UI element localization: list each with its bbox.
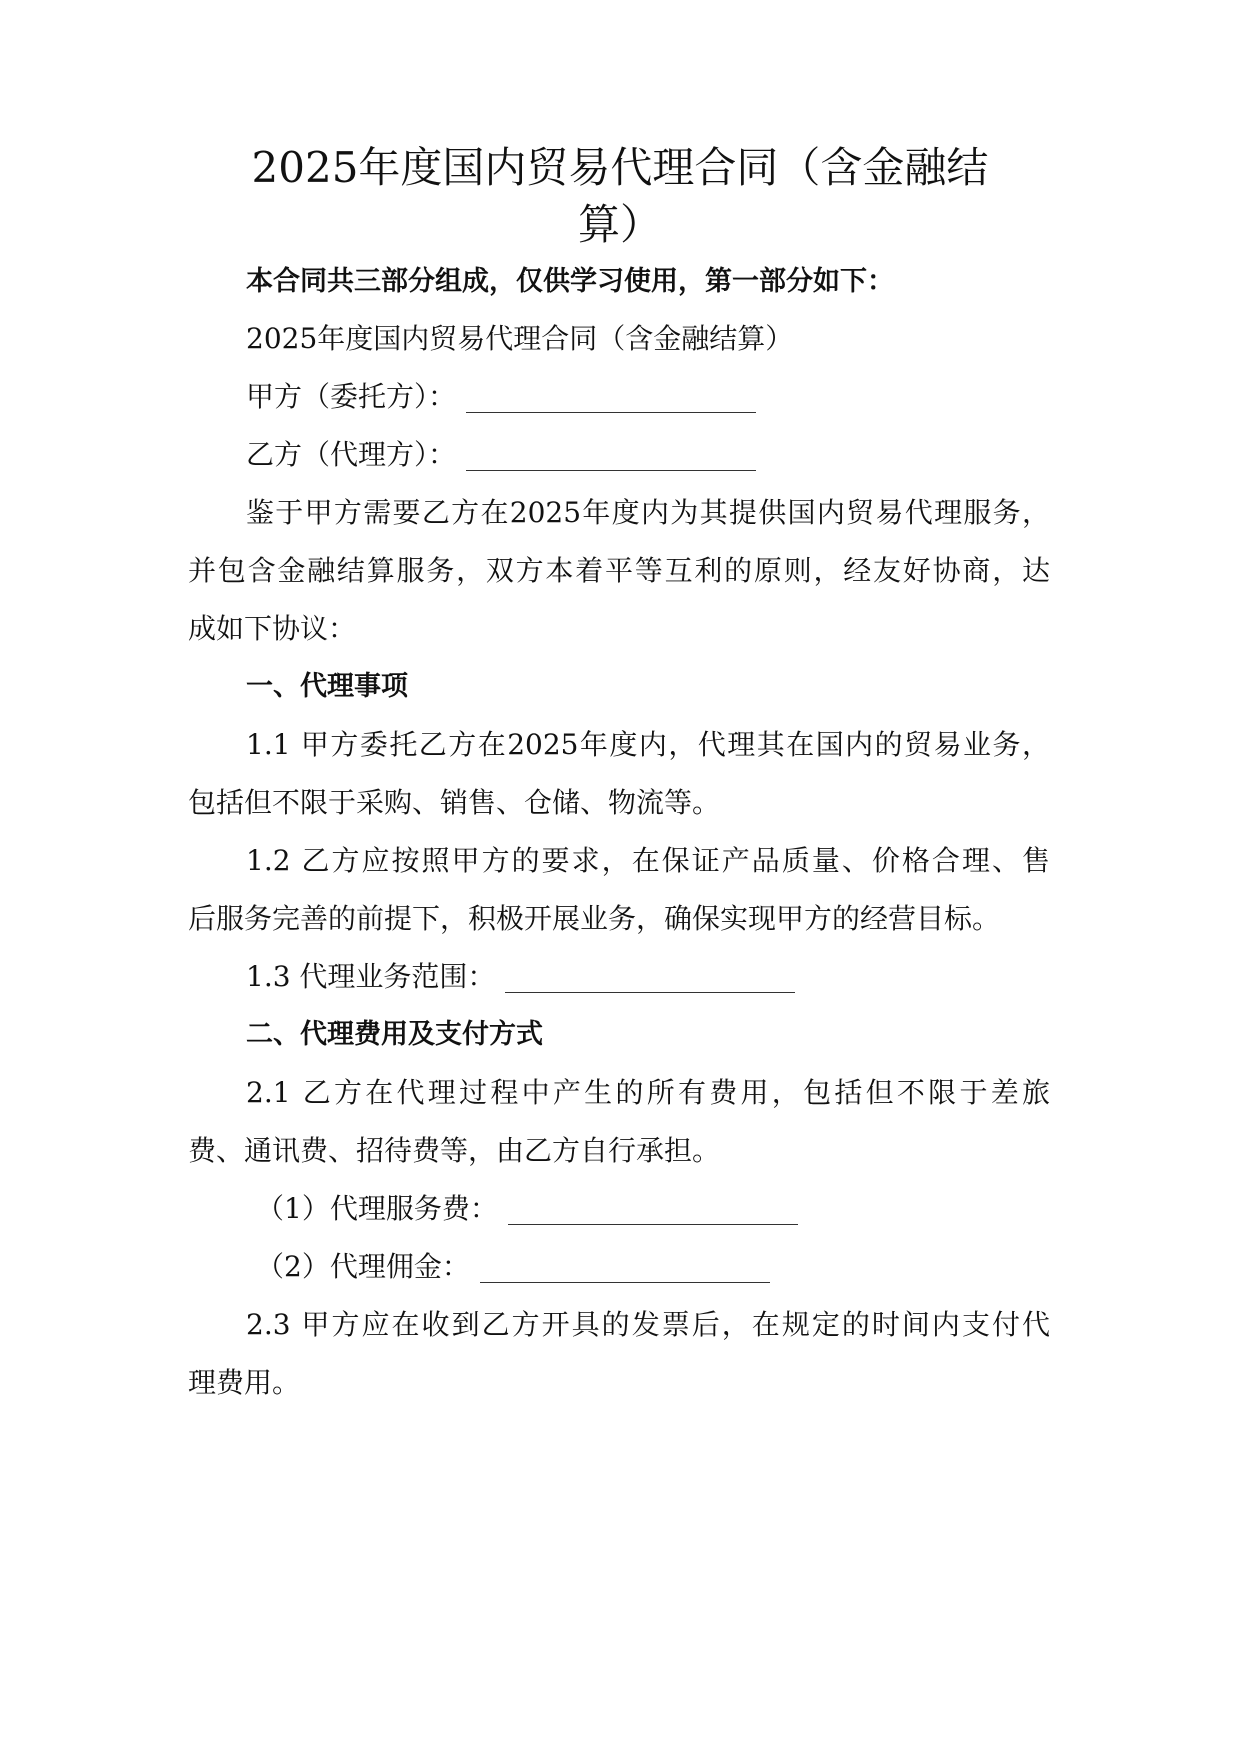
business-scope-blank xyxy=(505,966,795,993)
clause-1-3-line xyxy=(246,961,795,993)
commission-blank xyxy=(480,1256,770,1283)
fee-item-2-label: （2）代理佣金： xyxy=(256,1250,470,1283)
section-2-heading: 二、代理费用及支付方式 xyxy=(246,1019,543,1050)
section-1-heading: 一、代理事项 xyxy=(246,671,408,702)
document-title-line-2: 算） xyxy=(577,200,662,249)
service-fee-blank xyxy=(508,1198,798,1225)
intro-statement: 本合同共三部分组成，仅供学习使用，第一部分如下： xyxy=(246,266,894,297)
fee-item-2-line xyxy=(256,1251,770,1283)
clause-1-1-line-1: 1.1 甲方委托乙方在2025年度内，代理其在国内的贸易业务， xyxy=(246,728,1050,761)
clause-2-1-line-1: 2.1 乙方在代理过程中产生的所有费用，包括但不限于差旅 xyxy=(246,1076,1050,1109)
fee-item-1-label: （1）代理服务费： xyxy=(256,1192,498,1225)
party-b-line xyxy=(246,439,756,471)
clause-1-3-label: 1.3 代理业务范围： xyxy=(246,960,496,993)
clause-1-1-line-2: 包括但不限于采购、销售、仓储、物流等。 xyxy=(188,786,721,819)
clause-1-2-line-2: 后服务完善的前提下，积极开展业务，确保实现甲方的经营目标。 xyxy=(188,902,1001,935)
document-title-line-1: 2025年度国内贸易代理合同（含金融结 xyxy=(251,143,989,192)
party-b-label: 乙方（代理方）： xyxy=(246,438,457,471)
clause-1-2-line-1: 1.2 乙方应按照甲方的要求，在保证产品质量、价格合理、售 xyxy=(246,844,1050,877)
clause-2-3-line-1: 2.3 甲方应在收到乙方开具的发票后，在规定的时间内支付代 xyxy=(246,1308,1050,1341)
party-a-blank xyxy=(466,386,756,413)
party-a-line xyxy=(246,381,756,413)
preamble-line-2: 并包含金融结算服务，双方本着平等互利的原则，经友好协商，达 xyxy=(188,554,1050,587)
fee-item-1-line xyxy=(256,1193,798,1225)
preamble-line-3: 成如下协议： xyxy=(188,612,357,645)
preamble-line-1: 鉴于甲方需要乙方在2025年度内为其提供国内贸易代理服务， xyxy=(246,496,1050,529)
party-a-label: 甲方（委托方）： xyxy=(246,380,457,413)
clause-2-3-line-2: 理费用。 xyxy=(188,1366,301,1399)
party-b-blank xyxy=(466,444,756,471)
contract-subtitle: 2025年度国内贸易代理合同（含金融结算） xyxy=(246,322,794,355)
clause-2-1-line-2: 费、通讯费、招待费等，由乙方自行承担。 xyxy=(188,1134,721,1167)
